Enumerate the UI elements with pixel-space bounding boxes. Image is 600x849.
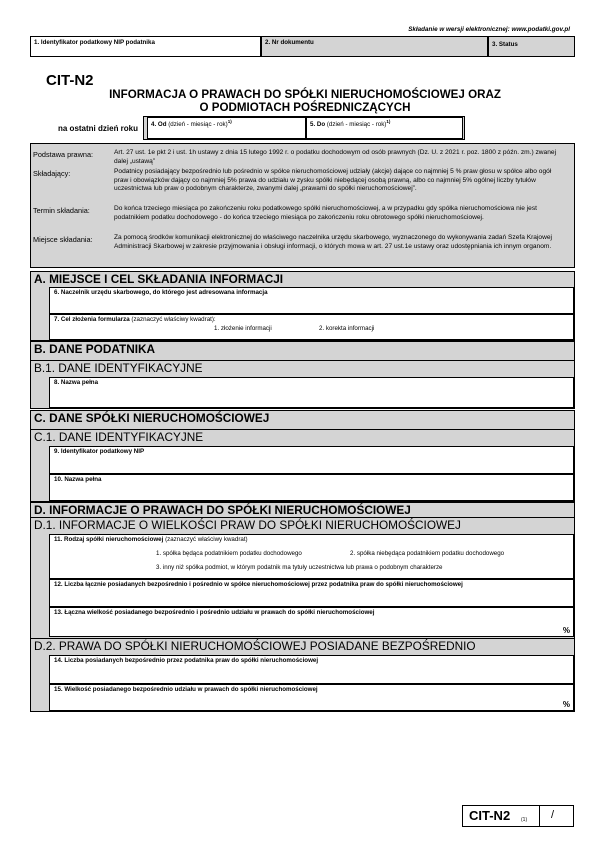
section-b1-title: B.1. DANE IDENTYFIKACYJNE bbox=[30, 360, 575, 375]
section-c-title: C. DANE SPÓŁKI NIERUCHOMOŚCIOWEJ bbox=[34, 411, 270, 425]
section-d1-title: D.1. INFORMACJE O WIELKOŚCI PRAW DO SPÓŁKI NIERUCHOMOŚCIOWEJ bbox=[30, 517, 575, 532]
section-d-title: D. INFORMACJE O PRAWACH DO SPÓŁKI NIERUCHOMOŚCIOWEJ bbox=[34, 503, 411, 517]
purpose-option-submit[interactable]: 1. złożenie informacji bbox=[214, 325, 272, 332]
field-8-label: 8. Nazwa pełna bbox=[54, 379, 99, 386]
company-nip-field[interactable] bbox=[49, 446, 574, 474]
period-from-field[interactable] bbox=[147, 117, 306, 139]
field-14-label: 14. Liczba posiadanych bezpośrednio przez podatnika praw do spółki nieruchomościowej bbox=[54, 657, 319, 664]
place-value: Za pomocą środków komunikacji elektronicznej do właściwego naczelnika urzędu skarbowego, wyznaczonego do wykonywania zadań Szefa Krajowej Administracji Skarbowej w zakresie przyjmowania i obsługi informacji, o których mowa w art. 27 ust.1e ustawy oraz udostępniania ich innym organom. bbox=[114, 234, 552, 250]
place-key: Miejsce składania: bbox=[33, 235, 93, 244]
period-label: na ostatni dzień roku bbox=[58, 124, 139, 133]
purpose-option-correction[interactable]: 2. korekta informacji bbox=[319, 325, 375, 332]
company-name-field[interactable] bbox=[49, 474, 574, 501]
company-type-option-2[interactable]: 2. spółka niebędąca podatnikiem podatku dochodowego bbox=[350, 550, 505, 557]
nip-label: 1. Identyfikator podatkowy NIP podatnika bbox=[34, 39, 155, 46]
form-title-line2: O PODMIOTACH POŚREDNICZĄCYCH bbox=[199, 101, 411, 114]
footer-page-box bbox=[462, 805, 574, 827]
field-7-label: 7. Cel złożenia formularza (zaznaczyć właściwy kwadrat): bbox=[54, 316, 216, 323]
nip-field[interactable] bbox=[30, 36, 261, 57]
percent-sign: % bbox=[562, 626, 570, 635]
status-label: 3. Status bbox=[492, 41, 518, 48]
status-field bbox=[488, 36, 575, 57]
field-13-label: 13. Łączna wielkość posiadanego bezpośrednio i pośrednio udziału w prawach do spółki nieruchomościowej bbox=[54, 609, 375, 616]
field-10-label: 10. Nazwa pełna bbox=[54, 476, 102, 483]
form-code: CIT-N2 bbox=[46, 72, 94, 89]
field-6-label: 6. Naczelnik urzędu skarbowego, do którego jest adresowana informacja bbox=[54, 289, 268, 296]
section-a-title: A. MIEJSCE I CEL SKŁADANIA INFORMACJI bbox=[34, 272, 284, 286]
field-12-label: 12. Liczba łącznie posiadanych bezpośrednio i pośrednio w spółce nieruchomościowej przez podatnika praw do spółki nieruchomościowej bbox=[54, 581, 463, 588]
electronic-filing-note: Składanie w wersji elektronicznej: www.podatki.gov.pl bbox=[408, 26, 570, 33]
period-from-label: 4. Od (dzień - miesiąc - rok)$^{1)}$ bbox=[151, 119, 232, 129]
footer-form-code: CIT-N2 bbox=[469, 808, 511, 823]
legal-basis-value: Art. 27 ust. 1e pkt 2 i ust. 1h ustawy z dnia 15 lutego 1992 r. o podatku dochodowym od osób prawnych (Dz. U. z 2021 r. poz. 1800 z późn. zm.) zwanej dalej „ustawą” bbox=[114, 149, 557, 165]
form-title-line1: INFORMACJA O PRAWACH DO SPÓŁKI NIERUCHOMOŚCIOWEJ ORAZ bbox=[109, 88, 501, 101]
taxpayer-name-field[interactable] bbox=[49, 377, 574, 408]
footer-page-number: / bbox=[551, 809, 555, 821]
section-c1-title: C.1. DANE IDENTYFIKACYJNE bbox=[30, 429, 575, 444]
field-15-label: 15. Wielkość posiadanego bezpośrednio udziału w prawach do spółki nieruchomościowej bbox=[54, 686, 318, 693]
tax-office-field[interactable] bbox=[49, 287, 574, 314]
total-rights-share-field[interactable] bbox=[49, 607, 574, 637]
footer-version: (1) bbox=[521, 817, 528, 823]
footer-divider bbox=[539, 806, 540, 826]
document-number-field bbox=[261, 36, 488, 57]
period-to-field[interactable] bbox=[306, 117, 463, 139]
legal-basis-key: Podstawa prawna: bbox=[33, 150, 94, 159]
direct-rights-share-field[interactable] bbox=[49, 684, 574, 711]
filer-key: Składający: bbox=[33, 169, 71, 178]
period-to-label: 5. Do (dzień - miesiąc - rok)$^{1)}$ bbox=[310, 119, 391, 129]
direct-rights-count-field[interactable] bbox=[49, 655, 574, 684]
field-11-label: 11. Rodzaj spółki nieruchomościowej (zaznaczyć właściwy kwadrat) bbox=[54, 536, 248, 543]
company-type-option-3[interactable]: 3. inny niż spółka podmiot, w którym podatnik ma tytuły uczestnictwa lub prawa o podobnym charakterze bbox=[156, 564, 443, 571]
section-b-title: B. DANE PODATNIKA bbox=[34, 342, 156, 356]
company-type-option-1[interactable]: 1. spółka będąca podatnikiem podatku dochodowego bbox=[156, 550, 302, 557]
document-number-label: 2. Nr dokumentu bbox=[265, 39, 314, 46]
total-rights-count-field[interactable] bbox=[49, 579, 574, 607]
field-9-label: 9. Identyfikator podatkowy NIP bbox=[54, 448, 145, 455]
purpose-field bbox=[49, 314, 574, 340]
section-d2-title: D.2. PRAWA DO SPÓŁKI NIERUCHOMOŚCIOWEJ POSIADANE BEZPOŚREDNIO bbox=[30, 638, 575, 653]
deadline-key: Termin składania: bbox=[33, 206, 90, 215]
deadline-value: Do końca trzeciego miesiąca po zakończeniu roku podatkowego spółki nieruchomościowej, a w przypadku gdy spółka nieruchomościowa nie jest podatnikiem podatku dochodowego - do końca trzeciego miesiąca po zakończeniu roku obrotowego spółki nieruchomościowej. bbox=[114, 205, 537, 221]
percent-sign: % bbox=[562, 700, 570, 709]
filer-value: Podatnicy posiadający bezpośrednio lub pośrednio w spółce nieruchomościowej udziały (akcje) dające co najmniej 5 % praw głosu w spółce albo ogół praw i obowiązków dający co najmniej 5% prawa do udziału w zysku spółki niebędącej osobą prawną, albo co najmniej 5% ogólnej liczby tytułów uczestnictwa lub praw o podobnym charakterze, zwanymi dalej „prawami do spółki nieruchomościowej”. bbox=[114, 168, 552, 193]
company-type-field bbox=[49, 534, 574, 579]
